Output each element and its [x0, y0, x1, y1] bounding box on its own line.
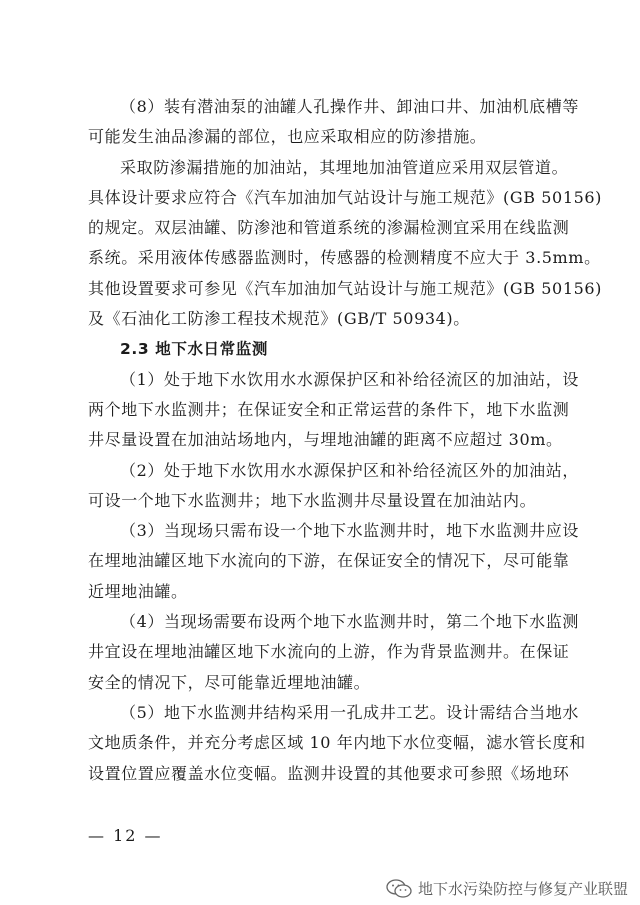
- document-body: [88, 92, 603, 789]
- text-line: 系统。采用液体传感器监测时，传感器的检测精度不应大于 3.5mm。: [88, 248, 601, 268]
- text-line: （3）当现场只需布设一个地下水监测井时，地下水监测井应设: [120, 521, 579, 541]
- text-line: （1）处于地下水饮用水水源保护区和补给径流区的加油站，设: [120, 369, 579, 389]
- text-line: 安全的情况下，尽可能靠近埋地油罐。: [88, 672, 371, 692]
- text-line: （5）地下水监测井结构采用一孔成井工艺。设计需结合当地水: [120, 702, 579, 722]
- text-line: 文地质条件，并充分考虑区域 10 年内地下水位变幅，滤水管长度和: [88, 733, 586, 753]
- text-line: 的规定。双层油罐、防渗池和管道系统的渗漏检测宜采用在线监测: [88, 218, 570, 238]
- text-line: 在埋地油罐区地下水流向的下游，在保证安全的情况下，尽可能靠: [88, 551, 570, 571]
- text-line: 两个地下水监测井；在保证安全和正常运营的条件下，地下水监测: [88, 399, 570, 419]
- text-line: （4）当现场需要布设两个地下水监测井时，第二个地下水监测: [120, 612, 579, 632]
- text-line: 近埋地油罐。: [88, 581, 188, 601]
- text-line: 可能发生油品渗漏的部位，也应采取相应的防渗措施。: [88, 127, 487, 147]
- section-heading: 2.3 地下水日常监测: [120, 340, 268, 359]
- text-line: 其他设置要求可参见《汽车加油加气站设计与施工规范》(GB 50156): [88, 278, 603, 298]
- text-line: （8）装有潜油泵的油罐人孔操作井、卸油口井、加油机底槽等: [120, 97, 579, 116]
- wechat-watermark: [386, 878, 628, 899]
- text-line: 井尽量设置在加油站场地内，与埋地油罐的距离不应超过 30m。: [88, 430, 563, 450]
- wechat-icon: [386, 879, 412, 899]
- watermark-text: 地下水污染防控与修复产业联盟: [417, 880, 628, 898]
- page-number: — 12 —: [88, 826, 163, 845]
- text-line: 具体设计要求应符合《汽车加油加气站设计与施工规范》(GB 50156): [88, 187, 603, 207]
- text-line: 可设一个地下水监测井；地下水监测井尽量设置在加油站内。: [88, 490, 537, 510]
- text-line: 井宜设在埋地油罐区地下水流向的上游，作为背景监测井。在保证: [88, 642, 570, 662]
- text-line: 及《石油化工防渗工程技术规范》(GB/T 50934)。: [88, 309, 470, 329]
- text-line: 设置位置应覆盖水位变幅。监测井设置的其他要求可参照《场地环: [88, 763, 570, 783]
- text-line: 采取防渗漏措施的加油站，其埋地加油管道应采用双层管道。: [120, 157, 569, 177]
- text-line: （2）处于地下水饮用水水源保护区和补给径流区外的加油站，: [120, 460, 579, 480]
